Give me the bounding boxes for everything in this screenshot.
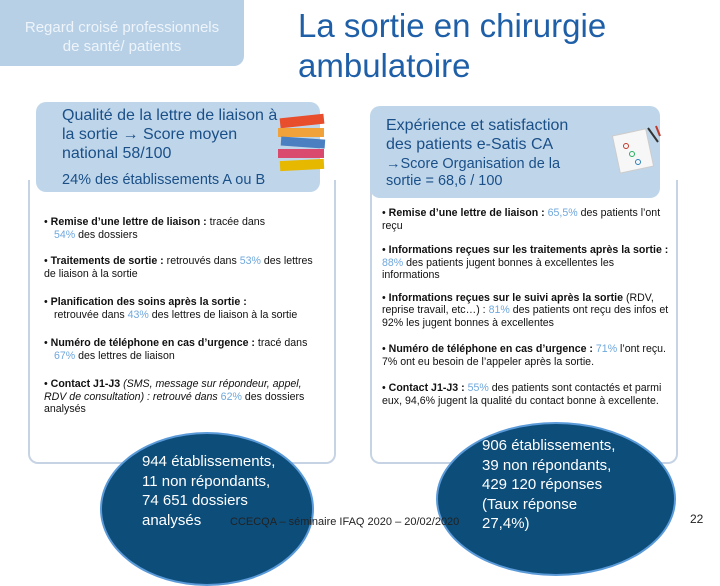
footer-text: CCECQA – séminaire IFAQ 2020 – 20/02/2020 [230,516,460,528]
section-tag-line2: de santé/ patients [62,38,182,55]
right-header-line3: →Score Organisation de la [386,156,561,172]
left-header-line3: national 58/100 [62,145,172,162]
page-title-line1: La sortie en chirurgie [298,7,607,44]
left-header-subtitle: 24% des établissements A ou B [62,172,266,188]
right-stats-circle [436,422,676,576]
left-stats-circle [100,432,314,586]
arrow-right-icon: → [386,156,401,172]
right-list-item: • Contact J1-J3 : 55% des patients sont contactés et parmi eux, 94,6% jugent la qualité du contact bonne à excellente. [382,382,662,407]
left-stats-line: 74 651 dossiers [142,492,248,509]
section-tag-line1: Regard croisé professionnels [24,19,220,36]
page-number: 22 [690,512,704,526]
left-stats-line: 944 établissements, [142,453,276,470]
books-icon [276,108,328,176]
left-list-item: • Planification des soins après la sortie : retrouvée dans 43% des lettres de liaison à la sortie [44,296,298,321]
survey-form-icon [612,122,664,174]
right-stats-line: 906 établissements, [482,437,616,454]
right-list-item: • Numéro de téléphone en cas d’urgence : 71% l’ont reçu. 7% ont eu besoin de l’appeler après la sortie. [382,343,666,368]
page-title-line2: ambulatoire [298,47,471,84]
right-stats-line: 429 120 réponses [482,476,603,493]
left-stats-line: analysés [142,511,202,529]
right-list-item: • Remise d’une lettre de liaison : 65,5% des patients l’ont reçu [382,207,661,232]
right-stats-line: (Taux réponse [482,495,578,513]
right-header-line4: sortie = 68,6 / 100 [386,173,503,189]
left-header-line1: Qualité de la lettre de liaison à [62,107,278,124]
right-list [382,207,670,421]
left-header-line2: la sortie → Score moyen [62,126,238,143]
right-list-item: • Informations reçues sur les traitements après la sortie : 88% des patients jugent bonnes à excellentes les informations [382,244,669,281]
right-header-line2: des patients e-Satis CA [386,136,554,153]
left-list-item: • Numéro de téléphone en cas d’urgence : tracé dans 67% des lettres de liaison [44,337,308,362]
page-title [298,6,606,86]
left-stats-line: 11 non répondants, [142,472,271,490]
left-list-item: • Remise d’une lettre de liaison : tracée dans 54% des dossiers [44,216,265,241]
left-list-item: • Contact J1-J3 (SMS, message sur répondeur, appel, RDV de consultation) : retrouvé dans 62% des dossiers analysés [44,378,305,415]
arrow-right-icon: → [122,126,139,143]
left-list [44,216,324,430]
section-tag [0,0,244,66]
right-stats-line: 39 non répondants, [482,456,612,474]
right-stats-line: 27,4%) [482,515,530,532]
left-list-item: • Traitements de sortie : retrouvés dans 53% des lettres de liaison à la sortie [44,255,313,280]
right-list-item: • Informations reçues sur le suivi après la sortie (RDV, reprise travail, etc…) : 81% des patients ont reçu des infos et 92% les jugent bonnes à excellentes [382,291,669,329]
right-header-line1: Expérience et satisfaction [386,117,569,134]
